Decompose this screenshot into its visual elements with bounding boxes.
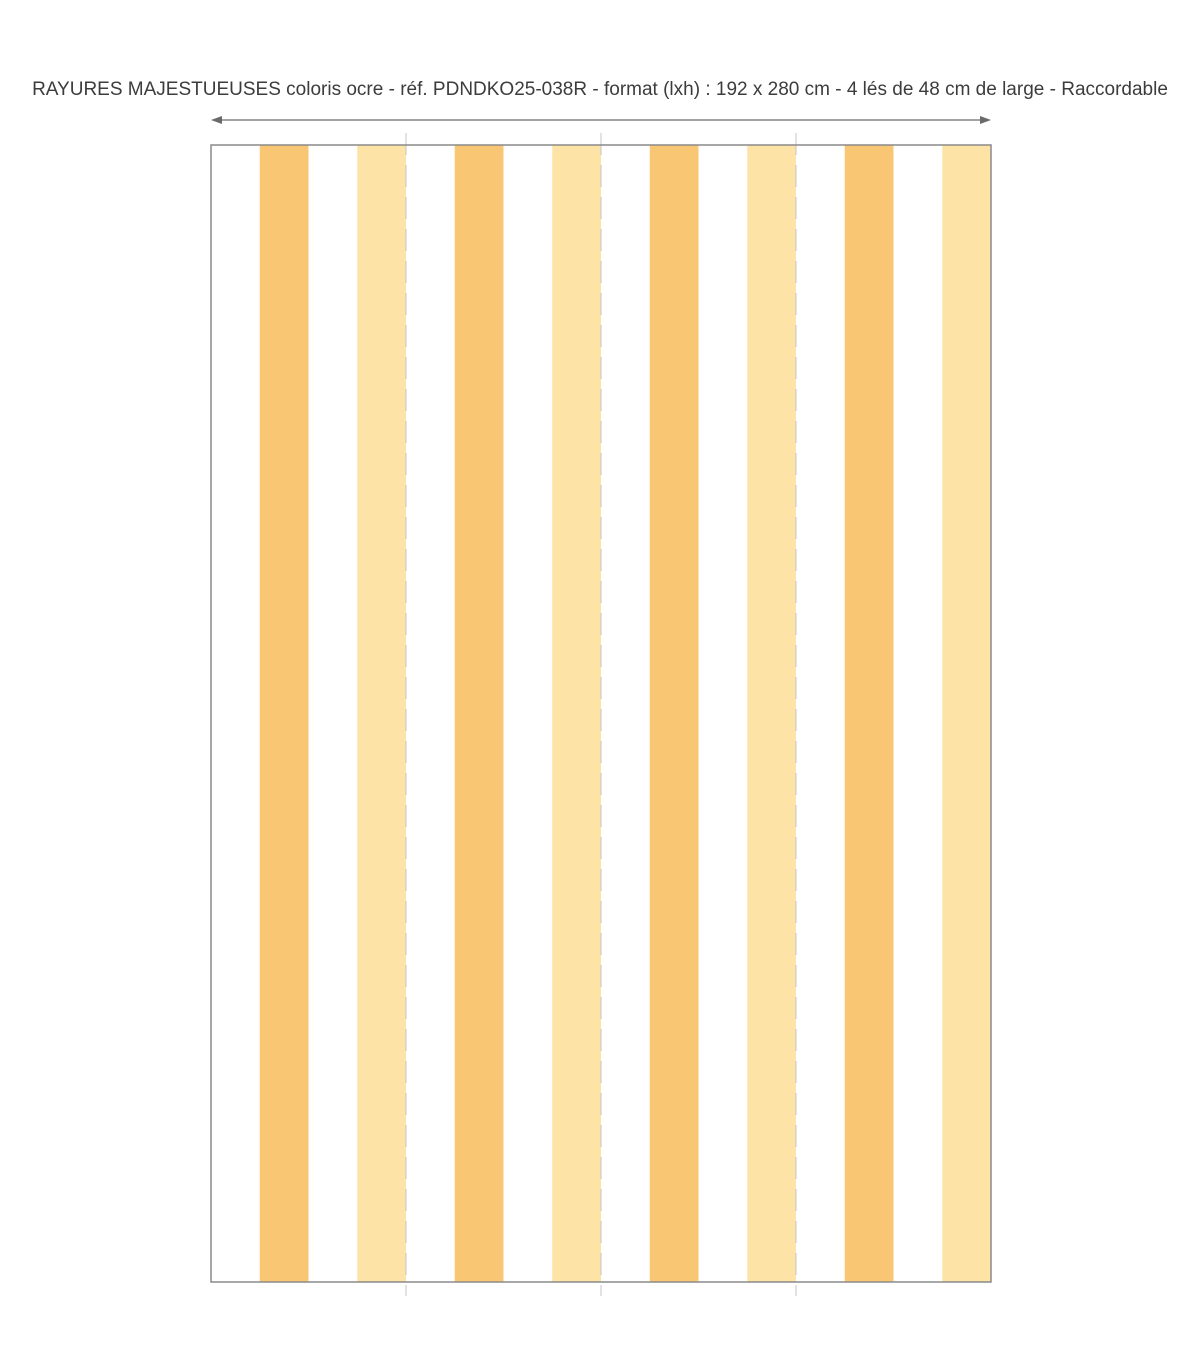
stripe-dark: [455, 145, 504, 1282]
stripe-white: [406, 145, 455, 1282]
width-arrow: [211, 116, 991, 124]
stripe-white: [504, 145, 553, 1282]
stripe-white: [601, 145, 650, 1282]
stripe-light: [942, 145, 991, 1282]
stripe-white: [699, 145, 748, 1282]
stripe-light: [552, 145, 601, 1282]
stripe-white: [211, 145, 260, 1282]
product-caption: RAYURES MAJESTUEUSES coloris ocre - réf. PDNDKO25-038R - format (lxh) : 192 x 280 cm - 4 lés de 48 cm de large - Raccordable: [32, 79, 1168, 100]
stripe-dark: [260, 145, 309, 1282]
stripe-light: [747, 145, 796, 1282]
stripe-dark: [845, 145, 894, 1282]
stripe-dark: [650, 145, 699, 1282]
arrow-head-right: [980, 116, 991, 124]
arrow-head-left: [211, 116, 222, 124]
stripe-white: [309, 145, 358, 1282]
stripe-white: [894, 145, 943, 1282]
stripe-white: [796, 145, 845, 1282]
stripe-light: [357, 145, 406, 1282]
